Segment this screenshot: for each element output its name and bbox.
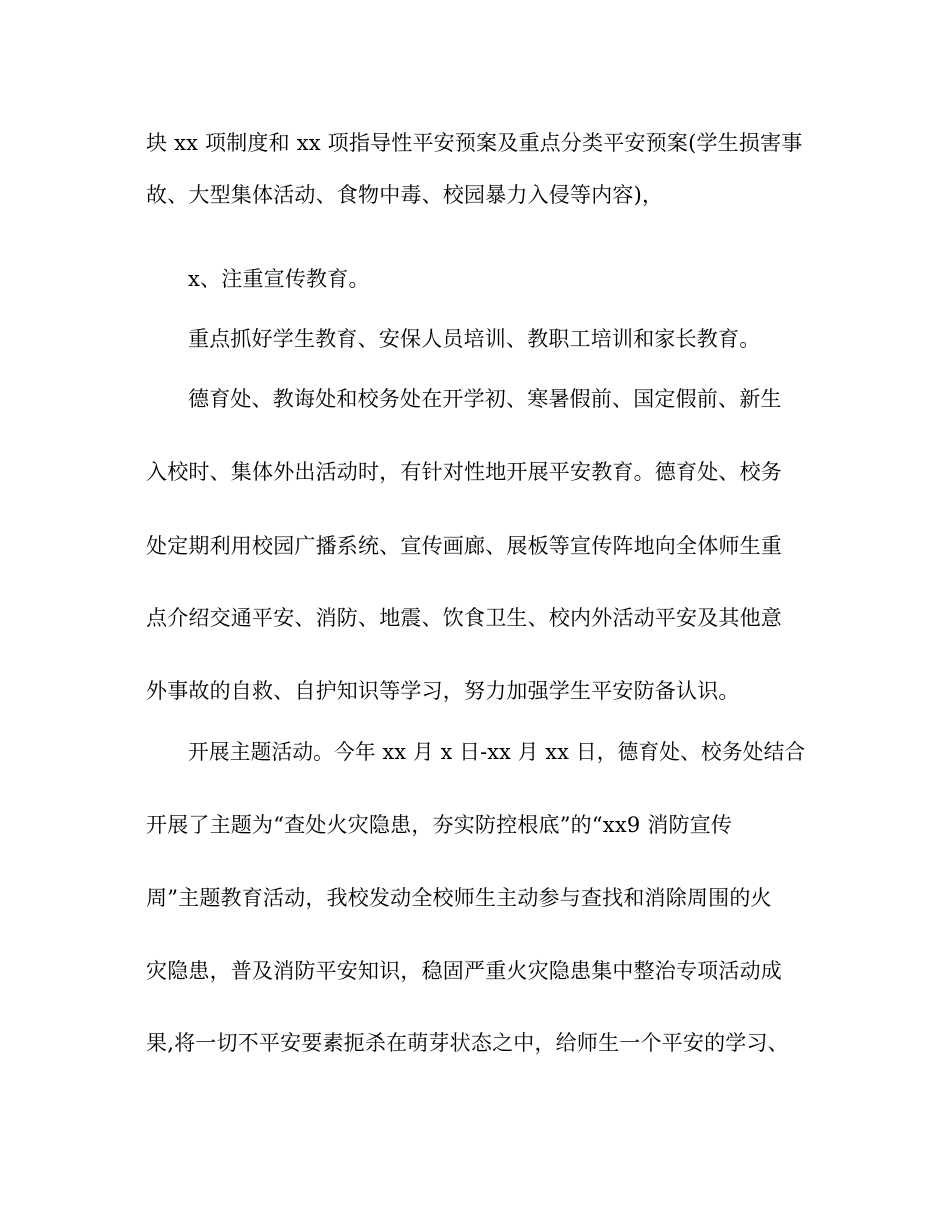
text-line: 点介绍交通平安、消防、地震、饮食卫生、校内外活动平安及其他意 [146, 606, 782, 630]
text-line: 入校时、集体外出活动时，有针对性地开展平安教育。德育处、校务 [146, 460, 782, 484]
text-line: 处定期利用校园广播系统、宣传画廊、展板等宣传阵地向全体师生重 [146, 534, 782, 558]
paragraph-first-line: 开展主题活动。今年 xx 月 x 日-xx 月 xx 日，德育处、校务处结合 [188, 740, 806, 764]
text-line: 故、大型集体活动、食物中毒、校园暴力入侵等内容)， [146, 183, 664, 207]
text-line: 果,将一切不平安要素扼杀在萌芽状态之中，给师生一个平安的学习、 [146, 1031, 789, 1055]
paragraph-first-line: 德育处、教诲处和校务处在开学初、寒暑假前、国定假前、新生 [188, 387, 782, 411]
text-line: 周”主题教育活动，我校发动全校师生主动参与查找和消除周围的火 [146, 886, 772, 910]
text-line: 灾隐患，普及消防平安知识，稳固严重火灾隐患集中整治专项活动成 [146, 959, 782, 983]
text-line: 开展了主题为“查处火灾隐患，夯实防控根底”的“xx9 消防宣传 [146, 813, 733, 837]
text-line: 块 xx 项制度和 xx 项指导性平安预案及重点分类平安预案(学生损害事 [146, 131, 803, 155]
section-heading: x、注重宣传教育。 [188, 267, 370, 291]
text-line: 外事故的自救、自护知识等学习，努力加强学生平安防备认识。 [146, 679, 740, 703]
text-line: 重点抓好学生教育、安保人员培训、教职工培训和家长教育。 [188, 327, 761, 351]
